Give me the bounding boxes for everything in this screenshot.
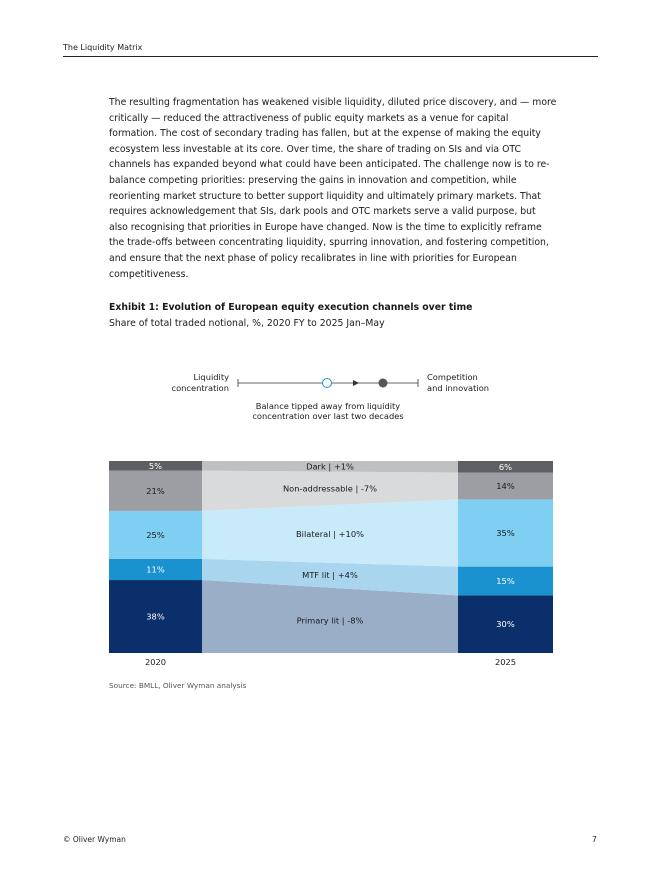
label-2020-bilateral: 25% [146,529,165,540]
label-2025-bilateral: 35% [496,528,515,538]
footer-copyright: © Oliver Wyman [63,835,126,844]
source-note: Source: BMLL, Oliver Wyman analysis [109,681,247,690]
balance-end-circle-icon [379,379,388,388]
band-label-dark: Dark | +1% [306,461,354,472]
balance-caption-line1: Balance tipped away from liquidity [255,401,401,411]
balance-left-label-line2: concentration [171,383,229,393]
label-2025-primary-lit: 30% [496,619,515,630]
exhibit-subtitle: Share of total traded notional, %, 2020 FY to 2025 Jan–May [109,318,385,329]
band-label-non-addressable: Non-addressable | -7% [282,483,378,494]
balance-arrow-icon [353,380,359,386]
label-2020-mtf-lit: 11% [146,564,165,575]
x-axis-label-2025: 2025 [494,657,517,667]
band-label-primary-lit: Primary lit | -8% [296,615,364,626]
balance-caption-line2: concentration over last two decades [252,411,404,421]
band-label-bilateral: Bilateral | +10% [295,528,365,539]
band-label-mtf-lit: MTF lit | +4% [302,570,358,581]
balance-diagram [172,372,490,421]
exhibit-title: Exhibit 1: Evolution of European equity execution channels over time [109,302,473,313]
label-2020-non-addressable: 21% [146,485,165,496]
balance-start-circle-icon [323,379,332,388]
x-axis-label-2020: 2020 [144,657,167,667]
label-2025-dark: 6% [498,461,513,472]
balance-left-label-line1: Liquidity [193,372,229,382]
label-2025-mtf-lit: 15% [496,576,515,586]
label-2025-non-addressable: 14% [496,480,515,491]
body-paragraph: The resulting fragmentation has weakened visible liquidity, diluted price discovery, and — more critically — reduced the attractiveness of public equity markets as a venue for capital formation. The cost of secondary trading has fallen, but at the expense of making the equity ecosystem less investable at its core. Over time, the share of trading on SIs and via OTC channels has expanded beyond what could have been anticipated. The challenge now is to re-balance competing priorities: preserving the gains in innovation and competition, while reorienting market structure to better support liquidity and ultimately primary markets. That requires acknowledgement that SIs, dark pools and OTC markets serve a valid purpose, but also recognising that priorities in Europe have changed. Now is the time to explicitly reframe the trade-offs between concentrating liquidity, spurring innovation, and fostering competition, and ensure that the next phase of policy recalibrates in line with priorities for European competitiveness. [109,97,557,280]
execution-channels-chart [109,461,553,667]
balance-right-label-line2: and innovation [427,383,490,393]
page-number: 7 [592,835,597,844]
running-header: The Liquidity Matrix [63,43,143,52]
balance-right-label-line1: Competition [427,372,478,382]
label-2020-primary-lit: 38% [146,611,165,622]
label-2020-dark: 5% [148,460,163,471]
